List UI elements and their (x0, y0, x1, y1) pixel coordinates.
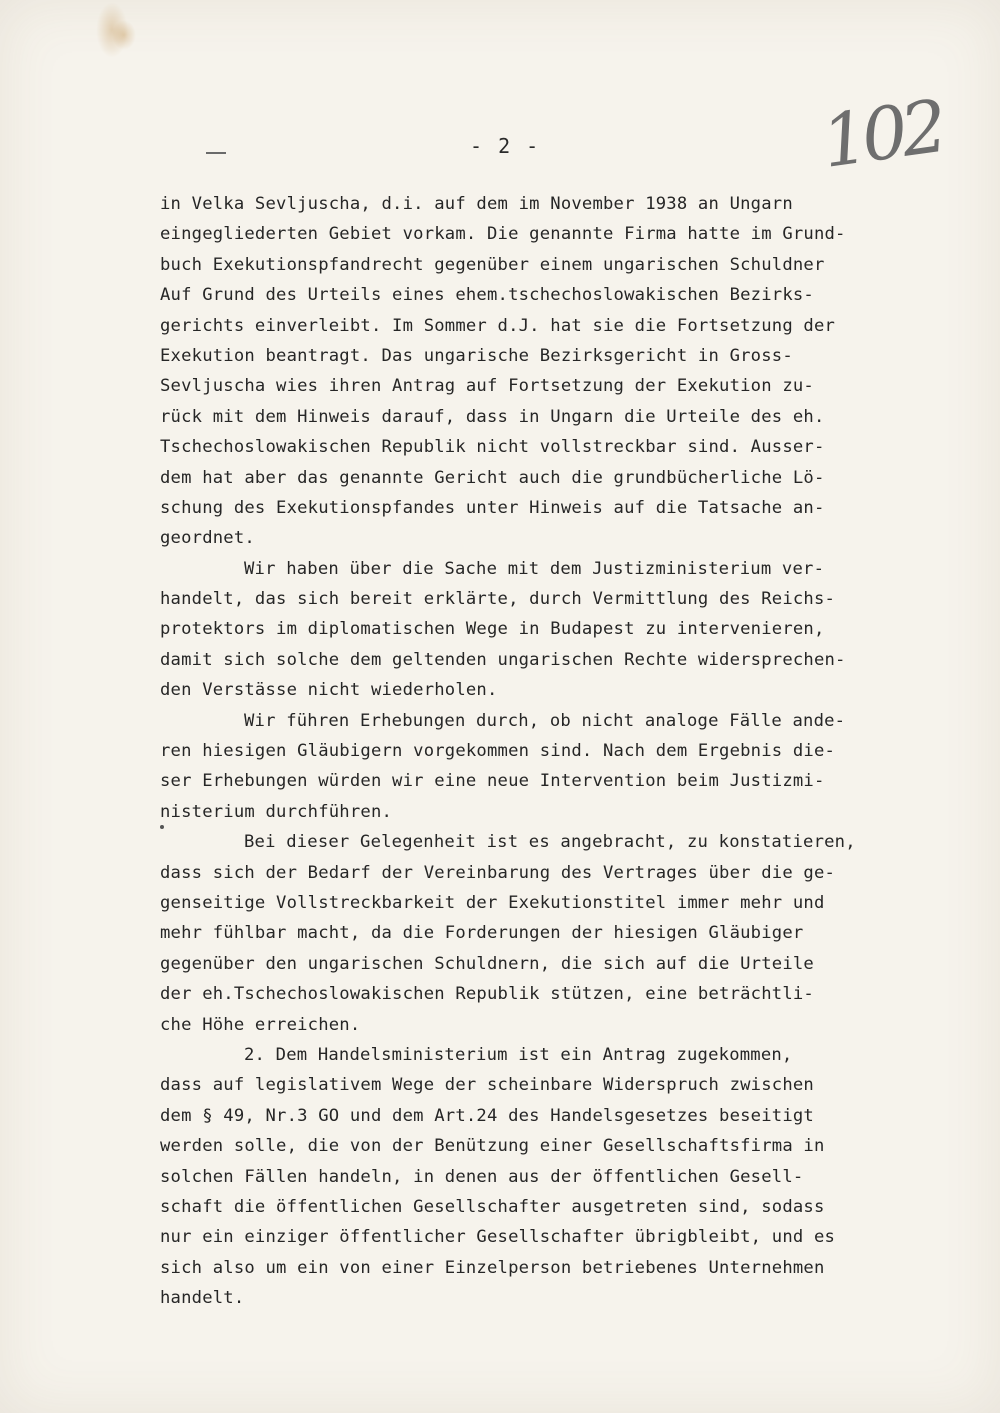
text-line: gegenüber den ungarischen Schuldnern, die sich auf die Urteile (160, 953, 814, 974)
text-line: che Höhe erreichen. (160, 1014, 361, 1035)
text-line: Bei dieser Gelegenheit ist es angebracht, zu konstatieren, (244, 832, 856, 853)
pencil-mark (206, 152, 226, 154)
text-line: ren hiesigen Gläubigern vorgekommen sind. Nach dem Ergebnis die- (160, 741, 836, 762)
text-line: der eh.Tschechoslowakischen Republik stützen, eine beträchtli- (160, 984, 814, 1005)
text-line: rück mit dem Hinweis darauf, dass in Ungarn die Urteile des eh. (160, 406, 825, 427)
text-line: schaft die öffentlichen Gesellschafter ausgetreten sind, sodass (160, 1196, 825, 1217)
text-line: Exekution beantragt. Das ungarische Bezirksgericht in Gross- (160, 345, 793, 366)
text-line: 2. Dem Handelsministerium ist ein Antrag zugekommen, (244, 1044, 793, 1065)
text-line: protektors im diplomatischen Wege in Budapest zu intervenieren, (160, 619, 825, 640)
text-line: schung des Exekutionspfandes unter Hinweis auf die Tatsache an- (160, 497, 825, 518)
text-line: handelt. (160, 1288, 245, 1309)
text-line: werden solle, die von der Benützung einer Gesellschaftsfirma in (160, 1136, 825, 1157)
text-line: sich also um ein von einer Einzelperson betriebenes Unternehmen (160, 1257, 825, 1278)
text-line: nur ein einziger öffentlicher Gesellschafter übrigbleibt, und es (160, 1227, 836, 1248)
page-number: - 2 - (470, 134, 541, 158)
text-line: buch Exekutionspfandrecht gegenüber einem ungarischen Schuldner (160, 254, 825, 275)
text-line: solchen Fällen handeln, in denen aus der öffentlichen Gesell- (160, 1166, 804, 1187)
text-line: den Verstässe nicht wiederholen. (160, 680, 498, 701)
text-line: handelt, das sich bereit erklärte, durch Vermittlung des Reichs- (160, 589, 836, 610)
text-line: damit sich solche dem geltenden ungarischen Rechte widersprechen- (160, 649, 846, 670)
text-line: gerichts einverleibt. Im Sommer d.J. hat sie die Fortsetzung der (160, 315, 836, 336)
body-text (160, 189, 980, 1313)
text-line: geordnet. (160, 528, 255, 549)
text-line: eingegliederten Gebiet vorkam. Die genannte Firma hatte im Grund- (160, 224, 846, 245)
text-line: genseitige Vollstreckbarkeit der Exekutionstitel immer mehr und (160, 892, 825, 913)
paper-stain (112, 20, 136, 50)
text-line: Tschechoslowakischen Republik nicht vollstreckbar sind. Ausser- (160, 437, 825, 458)
text-line: Auf Grund des Urteils eines ehem.tschechoslowakischen Bezirks- (160, 285, 814, 306)
text-line: mehr fühlbar macht, da die Forderungen der hiesigen Gläubiger (160, 923, 804, 944)
text-line: dass auf legislativem Wege der scheinbare Widerspruch zwischen (160, 1075, 814, 1096)
text-line: dem hat aber das genannte Gericht auch die grundbücherliche Lö- (160, 467, 825, 488)
text-line: Wir führen Erhebungen durch, ob nicht analoge Fälle ande- (244, 710, 846, 731)
text-line: in Velka Sevljuscha, d.i. auf dem im November 1938 an Ungarn (160, 194, 793, 214)
handwritten-folio-number: 102 (816, 84, 947, 184)
text-line: dass sich der Bedarf der Vereinbarung des Vertrages über die ge- (160, 862, 836, 883)
text-line: Sevljuscha wies ihren Antrag auf Fortsetzung der Exekution zu- (160, 376, 814, 397)
text-line: Wir haben über die Sache mit dem Justizministerium ver- (244, 558, 825, 579)
text-line: ser Erhebungen würden wir eine neue Intervention beim Justizmi- (160, 771, 825, 792)
text-line: nisterium durchführen. (160, 801, 393, 822)
text-line: dem § 49, Nr.3 GO und dem Art.24 des Handelsgesetzes beseitigt (160, 1105, 814, 1126)
